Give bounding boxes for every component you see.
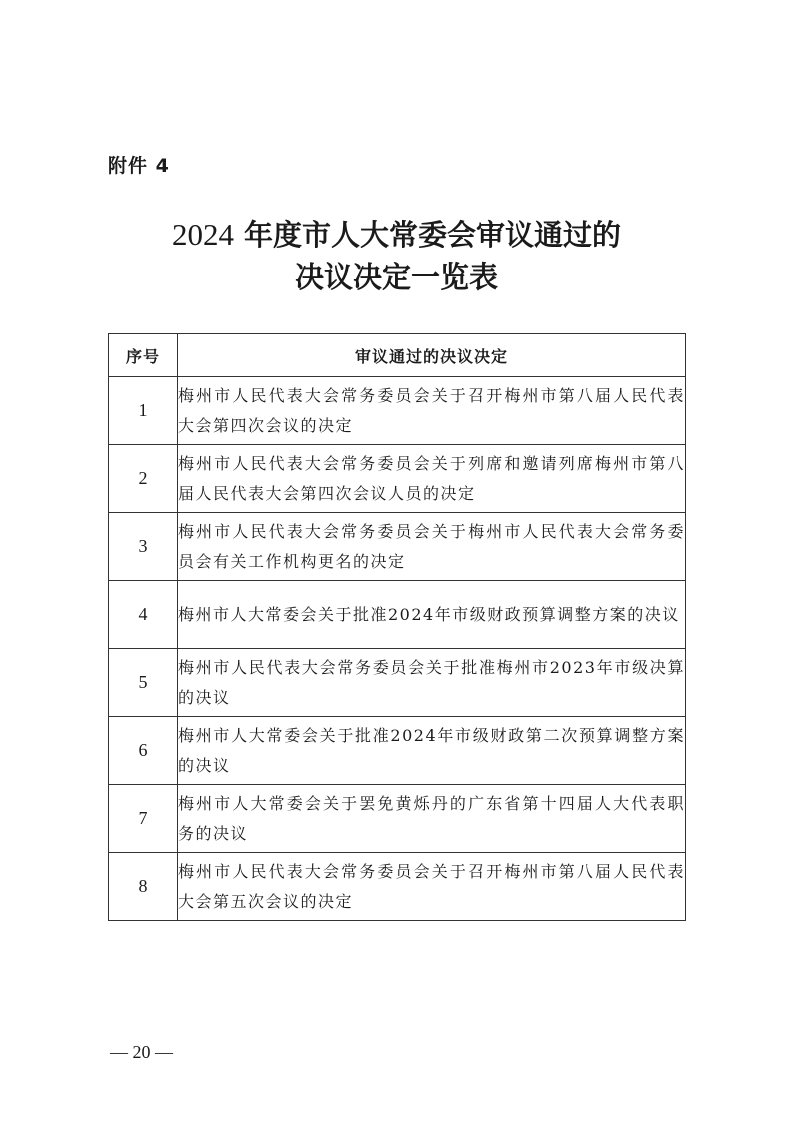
title-line-1-text: 年度市人大常委会审议通过的 [244,218,622,252]
row-number: 6 [109,717,178,785]
row-text: 梅州市人民代表大会常务委员会关于召开梅州市第八届人民代表大会第五次会议的决定 [178,853,686,921]
page-number: — 20 — [110,1042,173,1062]
header-serial-number: 序号 [109,334,178,377]
row-text: 梅州市人民代表大会常务委员会关于梅州市人民代表大会常务委员会有关工作机构更名的决定 [178,513,686,581]
row-number: 5 [109,649,178,717]
table-row [109,445,686,513]
title-line-1 [0,214,793,256]
row-text: 梅州市人大常委会关于批准2024年市级财政预算调整方案的决议 [178,581,686,649]
table-row [109,717,686,785]
row-text: 梅州市人大常委会关于批准2024年市级财政第二次预算调整方案的决议 [178,717,686,785]
row-text: 梅州市人民代表大会常务委员会关于列席和邀请列席梅州市第八届人民代表大会第四次会议人员的决定 [178,445,686,513]
title-line-2: 决议决定一览表 [294,260,498,294]
document-title [0,214,793,298]
table-row [109,377,686,445]
header-resolution: 审议通过的决议决定 [178,334,686,377]
row-number: 2 [109,445,178,513]
table-row [109,785,686,853]
row-number: 7 [109,785,178,853]
title-year: 2024 [171,217,234,252]
row-number: 4 [109,581,178,649]
resolutions-table [108,333,686,921]
attachment-label: 附件 4 [108,155,170,177]
table-header-row [109,334,686,377]
row-number: 1 [109,377,178,445]
table-row [109,581,686,649]
row-number: 3 [109,513,178,581]
table-row [109,853,686,921]
row-text: 梅州市人民代表大会常务委员会关于批准梅州市2023年市级决算的决议 [178,649,686,717]
row-number: 8 [109,853,178,921]
table-row [109,513,686,581]
row-text: 梅州市人民代表大会常务委员会关于召开梅州市第八届人民代表大会第四次会议的决定 [178,377,686,445]
table-row [109,649,686,717]
row-text: 梅州市人大常委会关于罢免黄烁丹的广东省第十四届人大代表职务的决议 [178,785,686,853]
